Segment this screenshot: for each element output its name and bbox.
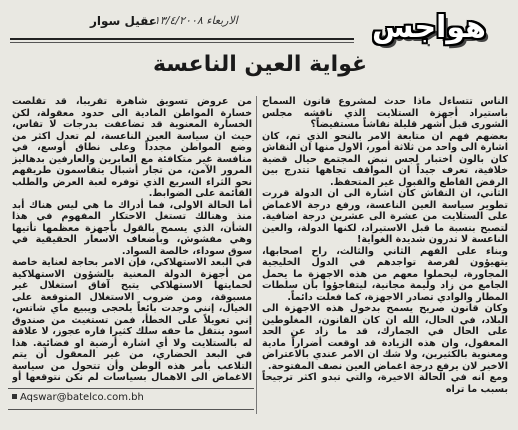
article-column-left xyxy=(12,96,252,384)
paragraph: في البعد الاستهلاكي، فإن الامر بحاجة لعناية خاصة من أجهزة الدولة المعنية بالشؤون الاستهلاكية لحمايتها الاستهلاكي يتيح آفاق استغلال غير مسبوقة، ومن ضروب الاستغلال المتوقعة على الخيال، إنني وجدت بائعاً يلحجى ويبيع ماي شاتس، إني تعويلاً على الخطأ، فمن تستغيث من صندوق اسود ينتقل ما حقه سلك كثيرا فاره عجوز، لا علاقة له بالستلايت ولا أي اشارة أرضية او فضائية. هذا في البعد الحضاري، من غير المعقول أن يتم التلاعب بأمر هذه الوطن وأن تتحول من سياسة الاغماض الى الاهمال بسياسات لم نكن نتوقعها أو xyxy=(12,257,252,383)
article-column-right xyxy=(262,96,508,414)
paragraph: ومع انه في الحالة الاخيرة، والتي تبدو اكثر ترجيحاً بسبب ما تراه xyxy=(262,372,508,395)
bullet-square-icon xyxy=(12,394,17,399)
paragraph: من عروض تسويق شاهرة تقريباً، قد تقلصت خسارة المواطن المادية الى حدود معقولة، لكن الخسارة المعنوية قد تضاعفت بدرجات لا تقاس، حيث ان سياسة العين الناعسة، لم تعدل اكثر من وضع المواطن مجدداً وعلى نطاق أوسع، في منافسة غير متكافئة مع العابرين والعارفين بدهاليز المرور الآمن، من تجار أشبال يتقاسمون طريقهم نحو الثراء السريع الذي توفره لعبة العرض والطلب القائمة على الضوابط. xyxy=(12,96,252,199)
publication-date: الاربعاء ١٣/٤/٢٠٠٨ xyxy=(154,14,238,27)
paragraph: وبناء على الفهم الثاني والثالث، راح اصحابها، يتهيؤون لفرصة تواجدهم في الدول الخليجية المجاورة، ليحملوا معهم من هذه الاجهزة ما يحمل الجامع من زاد وليمة مجانية، ليتفاجؤوا بأن سلطات المطار والوادي تصادر الاجهزة، كما فعلت دائماً. xyxy=(262,245,508,303)
paragraph: وكان قانون صريح يسمح بدخول هذه الاجهزة الى البلاد، في الحال، الله ان كان القانون، المغلوطين على الحال في الجمارك، قد ما زاد عن الحد المعقول، وان هذه الزيادة قد اوقعت أضراراً مادية ومعنوية بالكثيرين، ولا شك ان الامر عندي بالاعتراض الاخير لان يرفع درجة اغماض العين نصف المفتوحة. xyxy=(262,303,508,372)
header-rule xyxy=(10,38,354,40)
column-header xyxy=(4,2,514,48)
paragraph: الثاني، ان النقاش كان اشارة الى ان الدولة قررت تطوير سياسة العين الناعسة، ورفع درجة الاغماض على الستلايت من عشرة الى عشرين درجة اضافية. لتصبح بنسبة ما قبل الاستيراد، لكنها الدولة، والعين الناعسة لا تدرون شديدة الغواية! xyxy=(262,188,508,245)
paragraph: بعضهم فهم ان متابعة الامر بالنحو الذي تم، كان اشارة الى واحد من ثلاثة أمور، الاول منها ان النقاش كان بالون اختبار لجس نبض المجتمع حيال قضية خلافية، تعرف جيداً ان المواقف تجاهها تتدرج بين الرفض القاطع والقبول غير المتحفظ. xyxy=(262,130,508,188)
article-headline: غواية العين الناعسة xyxy=(152,52,368,77)
author-email[interactable]: Aqswar@batelco.com.bh xyxy=(20,392,144,403)
paragraph: الناس تتساءل ماذا حدث لمشروع قانون السماح باستيراد أجهزة الستلايت الذي ناقشه مجلس الشورى قبل أشهر قليلة نقاشاً مستفيضاً؟ xyxy=(262,96,508,130)
author-email-bar xyxy=(8,388,254,410)
column-divider xyxy=(256,96,257,414)
header-rule-thin xyxy=(10,42,354,43)
column-logo-text: هواجس xyxy=(372,9,486,45)
column-logo xyxy=(364,6,494,48)
paragraph: أما الحالة الاولى، فما أدراك ما هي ليس هناك أبد منذ وهنالك تستغل الاحتكار المفهوم في هذا الشأن، الذي يسمح بالقول بأجهزة معظمها تأتيها وهي مفشوش، وبأضعاف الاسعار الحقيقية في سوق سوداء، خالصة السواد. xyxy=(12,199,252,257)
author-byline: عقيل سوار xyxy=(90,14,157,28)
